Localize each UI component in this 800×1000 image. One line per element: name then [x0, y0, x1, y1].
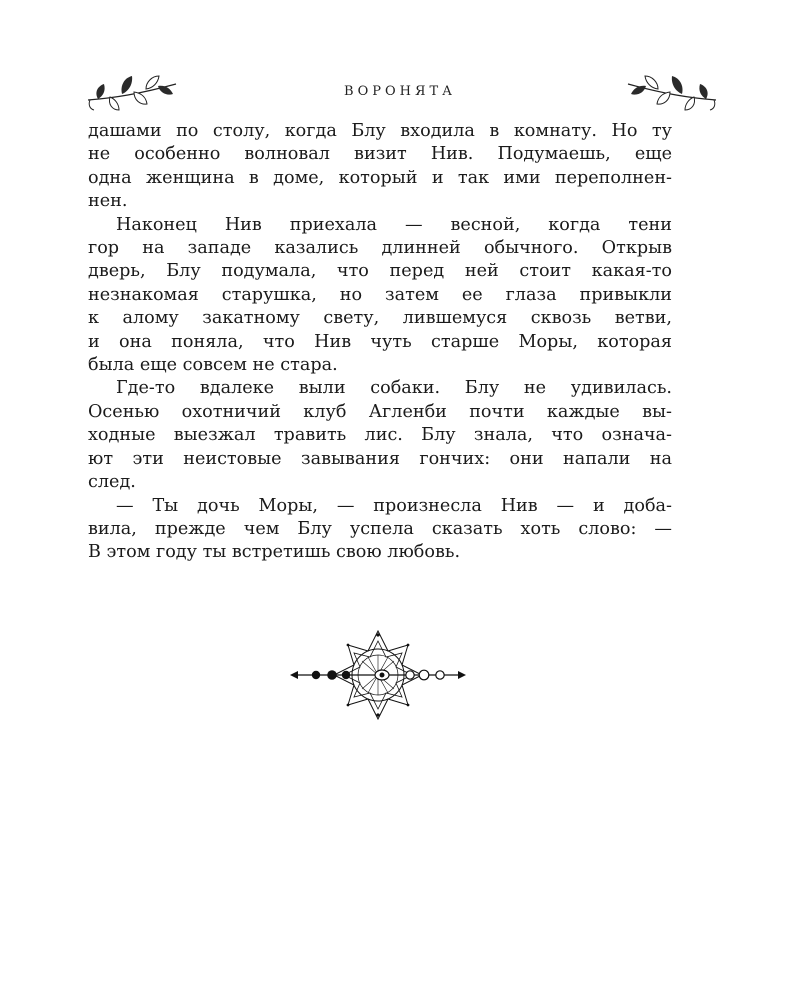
- running-title: ВОРОНЯТА: [344, 84, 456, 99]
- text-line: гор на западе казались длинней обычного. Открыв: [88, 238, 672, 259]
- text-line: незнакомая старушка, но затем ее глаза привыкли: [88, 284, 672, 305]
- text-line: Осенью охотничий клуб Агленби почти каждые вы-: [88, 401, 672, 422]
- page-header: [80, 70, 720, 120]
- text-line: Где-то вдалеке выли собаки. Блу не удивилась.: [116, 378, 672, 399]
- text-line: Наконец Нив приехала — весной, когда тени: [116, 214, 672, 235]
- text-line: след.: [88, 472, 136, 493]
- text-line: одна женщина в доме, который и так ими переполнен-: [88, 167, 672, 188]
- text-line: нен.: [88, 191, 128, 212]
- paragraph: [88, 120, 672, 214]
- text-line: дашами по столу, когда Блу входила в комнату. Но ту: [88, 121, 672, 141]
- text-line: ходные выезжал травить лис. Блу знала, что означа-: [88, 425, 672, 446]
- text-line: В этом году ты встретишь свою любовь.: [88, 542, 461, 563]
- text-line: ют эти неистовые завывания гончих: они напали на: [88, 448, 672, 469]
- moon-mandala-divider-icon: [288, 628, 468, 722]
- text-line: к алому закатному свету, лившемуся сквозь ветви,: [88, 308, 672, 329]
- text-line: была еще совсем не стара.: [88, 355, 338, 376]
- body-text: [88, 120, 672, 565]
- text-line: не особенно волновал визит Нив. Подумаешь, еще: [88, 144, 672, 165]
- text-line: вила, прежде чем Блу успела сказать хоть слово: —: [88, 518, 672, 539]
- leaf-sprig-icon: [624, 72, 720, 114]
- paragraph: [88, 377, 672, 494]
- text-line: и она поняла, что Нив чуть старше Моры, которая: [88, 331, 672, 352]
- paragraph: [88, 214, 672, 378]
- text-line: — Ты дочь Моры, — произнесла Нив — и доба-: [116, 495, 672, 516]
- text-line: дверь, Блу подумала, что перед ней стоит какая-то: [88, 261, 672, 282]
- paragraph: [88, 495, 672, 565]
